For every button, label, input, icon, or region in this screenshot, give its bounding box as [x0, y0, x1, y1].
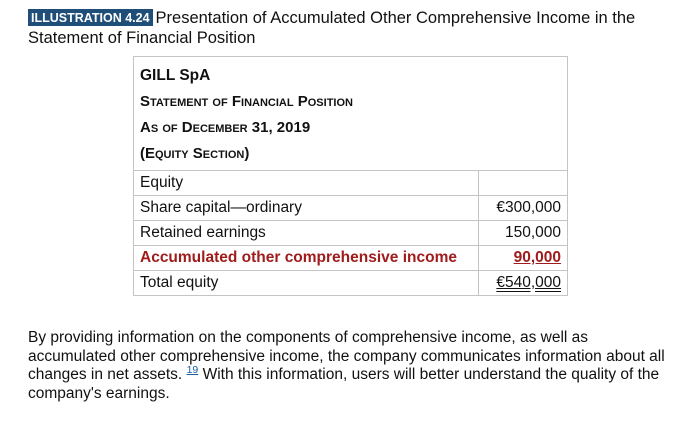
statement-header — [134, 57, 567, 170]
row-label: Total equity — [134, 271, 479, 296]
illustration-badge: ILLUSTRATION 4.24 — [28, 9, 153, 26]
row-label: Accumulated other comprehensive income — [134, 246, 479, 271]
table-row-highlighted — [134, 246, 567, 271]
row-amount: 150,000 — [479, 221, 568, 246]
row-label: Retained earnings — [134, 221, 479, 246]
row-amount — [479, 246, 568, 271]
equity-table — [134, 170, 567, 295]
row-amount: €300,000 — [479, 196, 568, 221]
statement-section: (Equity Section) — [140, 145, 250, 162]
explanation-paragraph — [28, 329, 678, 403]
row-amount-value: €540,000 — [496, 274, 561, 291]
statement-date: As of December 31, 2019 — [140, 119, 311, 136]
row-label: Equity — [134, 171, 479, 196]
paragraph-text-after: With this information, users will better understand the quality of the company's earnings. — [28, 366, 660, 402]
row-amount — [479, 171, 568, 196]
table-row — [134, 171, 567, 196]
table-row-total — [134, 271, 567, 296]
row-amount-value: 90,000 — [513, 249, 561, 266]
illustration-title: Presentation of Accumulated Other Comprehensive Income in the Statement of Financial Position — [28, 9, 636, 47]
illustration-caption — [28, 8, 678, 48]
table-row — [134, 196, 567, 221]
financial-statement — [133, 56, 568, 296]
footnote-link[interactable]: 19 — [186, 363, 199, 376]
statement-name: Statement of Financial Position — [140, 93, 353, 110]
table-row — [134, 221, 567, 246]
company-name: GILL SpA — [140, 67, 211, 84]
row-amount — [479, 271, 568, 296]
paragraph-text-before: By providing information on the components of comprehensive income, as well as accumulated other comprehensive income, the company communicates information about all changes in net assets. — [28, 329, 665, 383]
row-label: Share capital—ordinary — [134, 196, 479, 221]
